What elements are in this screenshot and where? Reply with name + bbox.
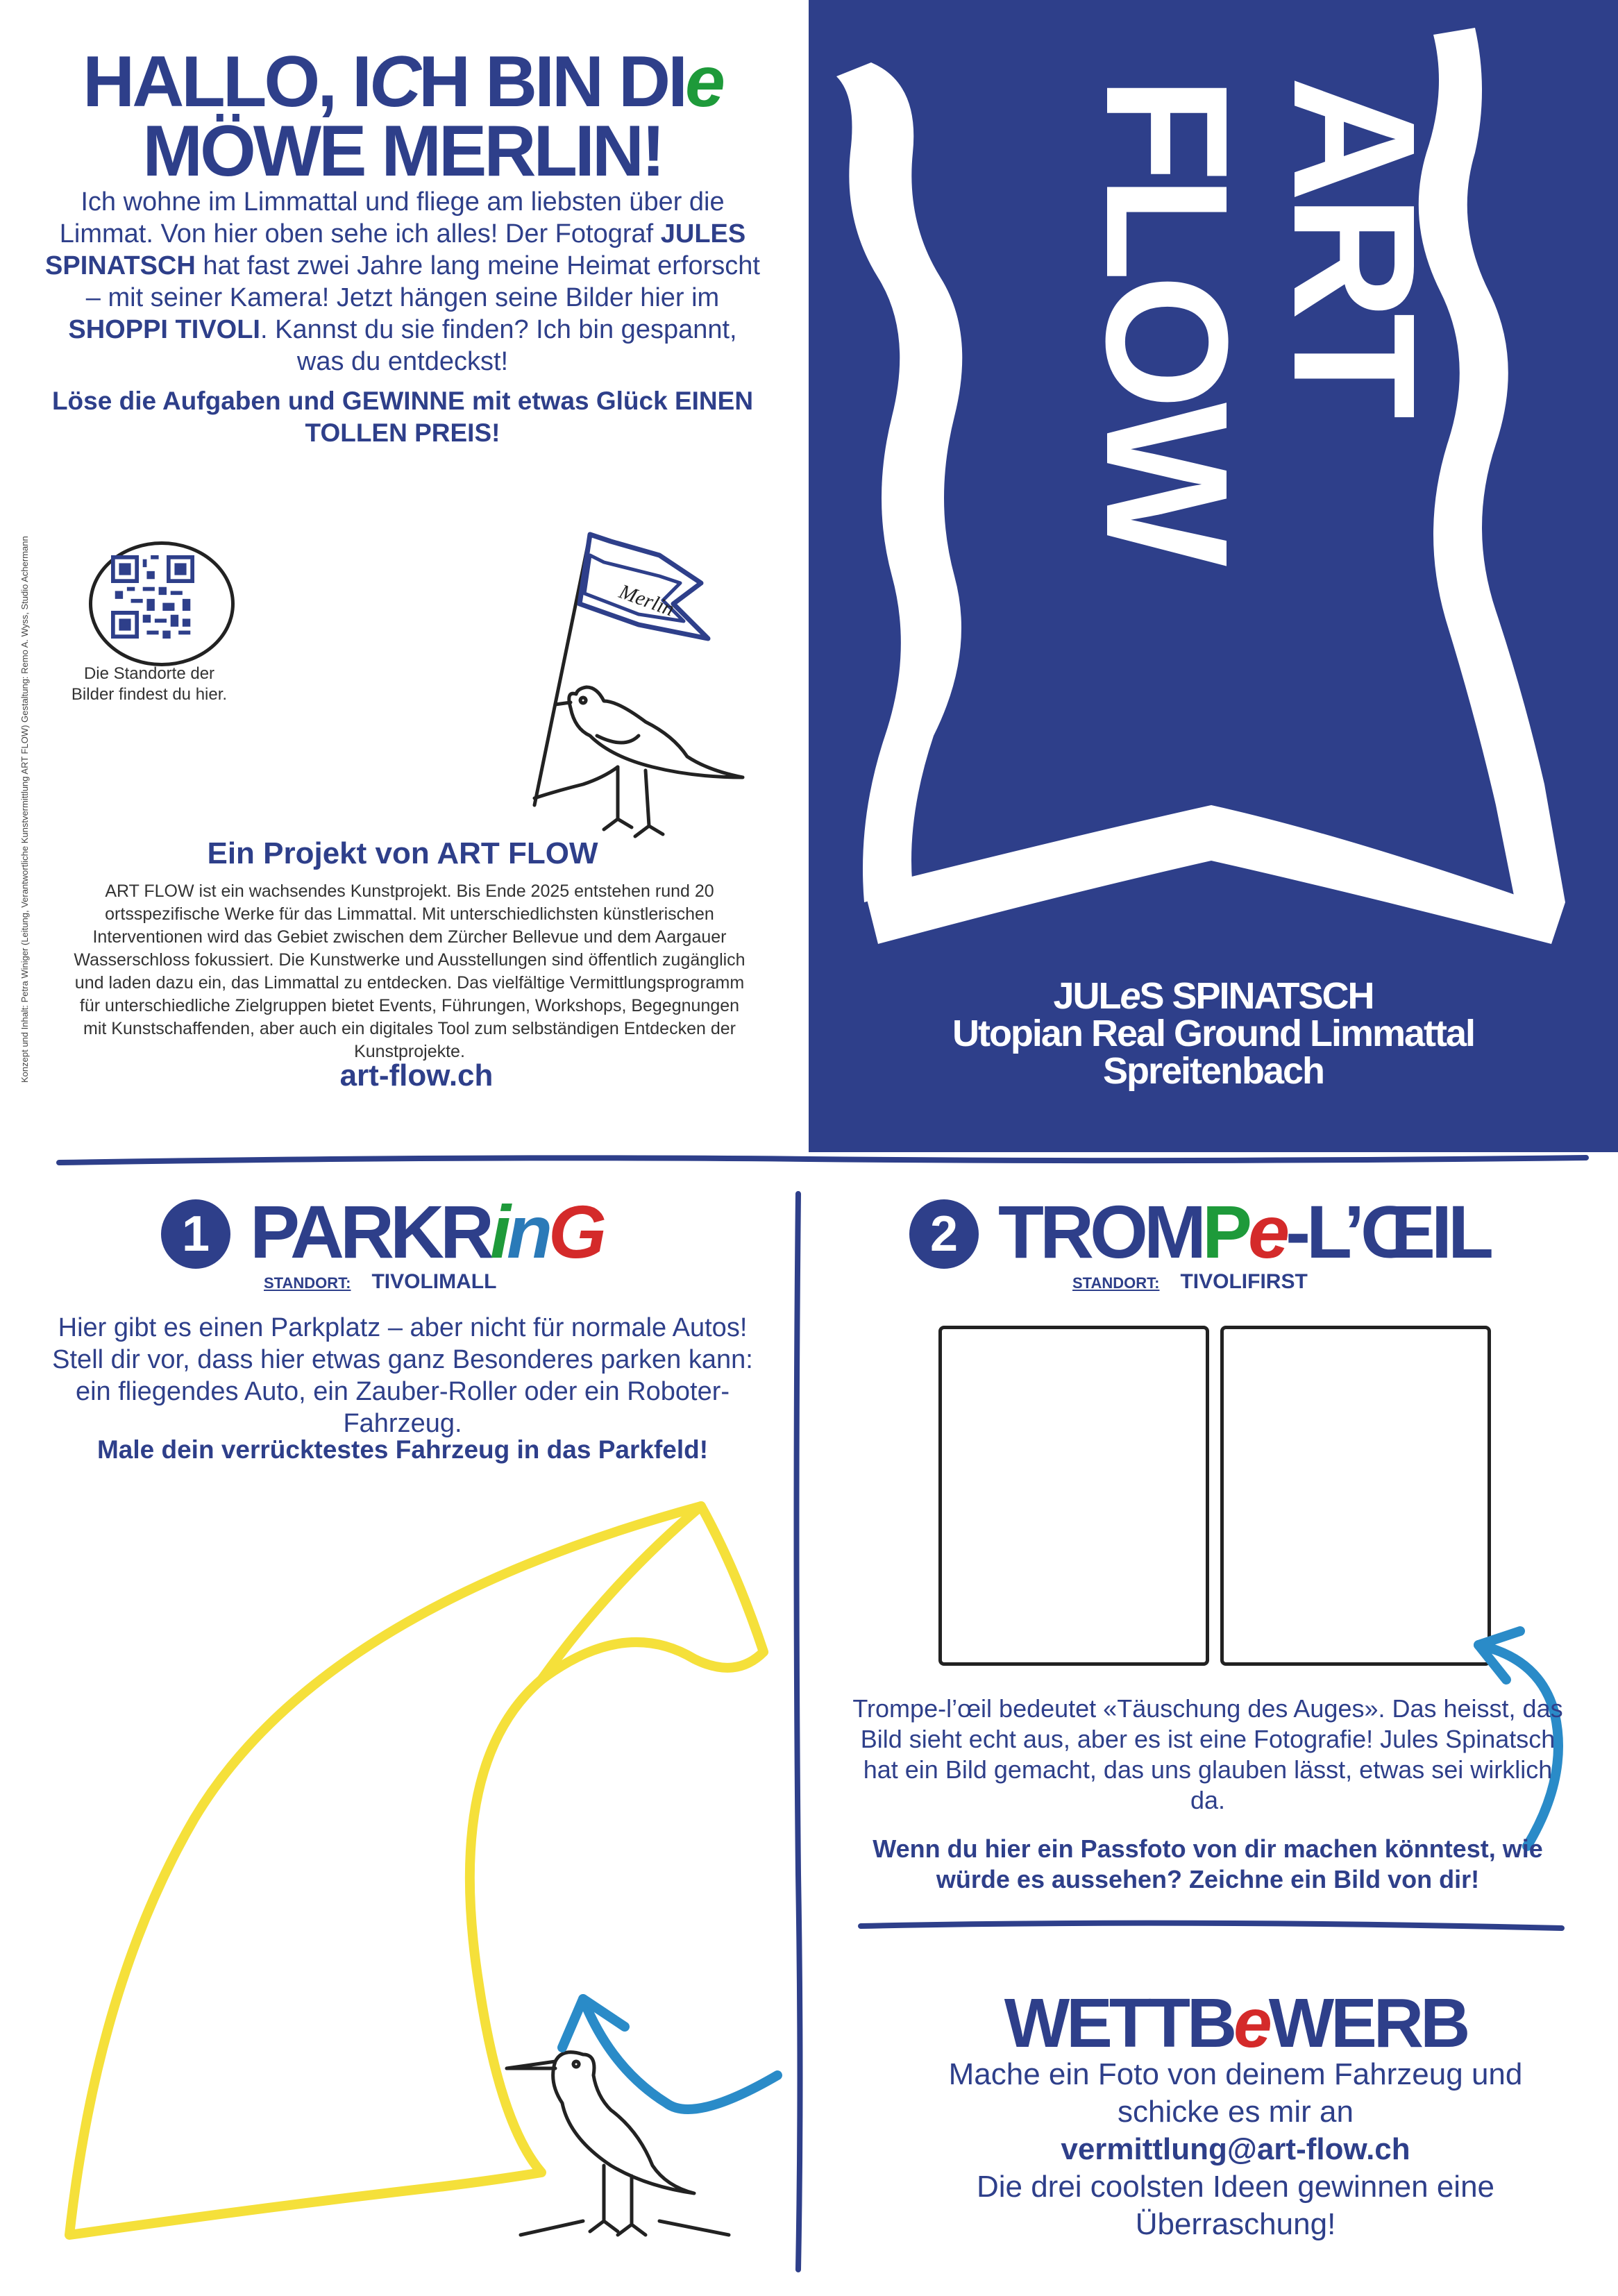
intro-text-2: hat fast zwei Jahre lang meine Heimat erforscht – mit seiner Kamera! Jetzt hängen seine Bilder hier im bbox=[85, 251, 760, 312]
challenge-text: Löse die Aufgaben und GEWINNE mit etwas Glück EINEN TOLLEN PREIS! bbox=[51, 387, 754, 447]
headline bbox=[42, 42, 764, 192]
horizontal-divider bbox=[59, 1158, 1586, 1163]
section2-number: 2 bbox=[909, 1199, 979, 1269]
drawing-frame-left[interactable] bbox=[938, 1326, 1209, 1666]
contest-title-a: WETTB bbox=[1004, 1984, 1234, 2062]
logo-art: ART bbox=[1258, 76, 1451, 412]
poster-sub-e: e bbox=[1120, 975, 1140, 1017]
section1-title-i: i bbox=[490, 1190, 507, 1274]
section2-title-b: -L’ŒIL bbox=[1286, 1190, 1490, 1274]
section1-number: 1 bbox=[161, 1199, 230, 1269]
section1-text: Hier gibt es einen Parkplatz – aber nicht für normale Autos! Stell dir vor, dass hier etwas ganz Besonderes parken kann: ein fliegendes Auto, ein Zauber-Roller oder ein Roboter-Fahrzeug. bbox=[52, 1313, 753, 1438]
headline-line2: MÖWE MERLIN! bbox=[142, 111, 663, 192]
intro-text-1: Ich wohne im Limmattal und fliege am liebsten über die Limmat. Von hier oben sehe ich alles! Der Fotograf bbox=[59, 187, 725, 248]
poster-sub-line2: Utopian Real Ground Limmattal bbox=[952, 1013, 1475, 1054]
headline-letter-e: e bbox=[685, 42, 723, 122]
section2-title-p: P bbox=[1202, 1190, 1248, 1274]
contest-title-b: WERB bbox=[1268, 1984, 1467, 2062]
section2-text: Trompe-l’œil bedeutet «Täuschung des Auges». Das heisst, das Bild sieht echt aus, aber es ist eine Fotografie! Jules Spinatsch hat ein Bild gemacht, das uns glauben lässt, etwas sei wirklich da. bbox=[852, 1694, 1563, 1814]
headline-part: HALLO, I bbox=[83, 42, 369, 122]
credit-text: Konzept und Inhalt: Petra Winiger (Leitung, Verantwortliche Kunstvermittlung ART FLOW) Gestaltung: Remo A. Wyss, Studio Achermann bbox=[19, 536, 30, 1083]
logo-flow: FLOW bbox=[1070, 76, 1264, 559]
qr-code-icon[interactable] bbox=[111, 555, 194, 639]
credit-line bbox=[19, 458, 33, 1083]
section2-title bbox=[998, 1188, 1490, 1275]
headline-letter-c: C bbox=[369, 42, 419, 122]
project-title: Ein Projekt von ART FLOW bbox=[207, 836, 598, 870]
qr-caption: Die Standorte der Bilder findest du hier. bbox=[71, 664, 228, 704]
section1-cta: Male dein verrücktestes Fahrzeug in das Parkfeld! bbox=[96, 1435, 709, 1464]
section2-title-e: e bbox=[1247, 1190, 1286, 1274]
section1-title-n: n bbox=[507, 1190, 548, 1274]
vertical-divider bbox=[797, 1194, 800, 2270]
contest-title-e: e bbox=[1233, 1984, 1269, 2062]
artist-name: JULES SPINATSCH bbox=[45, 219, 746, 280]
section1-location bbox=[264, 1270, 496, 1294]
headline-part: H BIN DI bbox=[419, 42, 686, 122]
drawing-frame-right[interactable] bbox=[1220, 1326, 1491, 1666]
project-text: ART FLOW ist ein wachsendes Kunstprojekt. Bis Ende 2025 entstehen rund 20 ortsspezifische Werke für das Limmattal. Mit unterschiedlichsten künstlerischen Interventionen wird das Gebiet zwischen dem Zürcher Bellevue und dem Aargauer Wasserschloss fokussiert. Die Kunstwerke und Ausstellungen sind öffentlich zugänglich und laden dazu ein, das Limmattal zu entdecken. Das vielfältige Vermittlungsprogramm für unterschiedliche Zielgruppen bietet Events, Führungen, Workshops, Begegnungen mit Kunstschaffenden, aber auch ein digitales Tool zum selbständigen Entdecken der Kunstprojekte. bbox=[74, 881, 745, 1061]
section1-title-g: G bbox=[548, 1190, 603, 1274]
poster-subtitle bbox=[809, 977, 1618, 1090]
parking-field-illustration[interactable] bbox=[56, 1499, 791, 2284]
contest-text bbox=[902, 2056, 1569, 2243]
section1-title-a: PARKR bbox=[250, 1190, 490, 1274]
section1-location-label: STANDORT: bbox=[264, 1274, 351, 1292]
section1-location-name: TIVOLIMALL bbox=[371, 1270, 497, 1293]
contest-line2: Die drei coolsten Ideen gewinnen eine Überraschung! bbox=[976, 2170, 1495, 2241]
intro-text-3: . Kannst du sie finden? Ich bin gespannt, was du entdeckst! bbox=[260, 315, 737, 376]
place-name: SHOPPI TIVOLI bbox=[68, 315, 260, 344]
contest-title bbox=[930, 1984, 1541, 2063]
flag-text: Merlin bbox=[616, 580, 677, 621]
poster-sub-line1a: JUL bbox=[1053, 975, 1120, 1017]
contest-divider bbox=[861, 1923, 1562, 1928]
intro-text bbox=[42, 186, 764, 378]
seagull-flag-illustration bbox=[514, 527, 777, 875]
contest-line1: Mache ein Foto von deinem Fahrzeug und schicke es mir an bbox=[948, 2057, 1523, 2129]
section2-location-name: TIVOLIFIRST bbox=[1180, 1270, 1308, 1293]
section2-location-label: STANDORT: bbox=[1072, 1274, 1160, 1292]
section1-title bbox=[250, 1188, 602, 1275]
section2-title-a: TROM bbox=[998, 1190, 1202, 1274]
contest-email[interactable]: vermittlung@art-flow.ch bbox=[1061, 2132, 1410, 2166]
section2-location bbox=[1072, 1270, 1308, 1294]
section2-cta: Wenn du hier ein Passfoto von dir machen könntest, wie würde es aussehen? Zeichne ein Bild von dir! bbox=[873, 1834, 1543, 1893]
poster-sub-line3: Spreitenbach bbox=[1102, 1050, 1324, 1092]
project-link[interactable]: art-flow.ch bbox=[339, 1058, 494, 1092]
poster-sub-line1b: S SPINATSCH bbox=[1139, 975, 1374, 1017]
